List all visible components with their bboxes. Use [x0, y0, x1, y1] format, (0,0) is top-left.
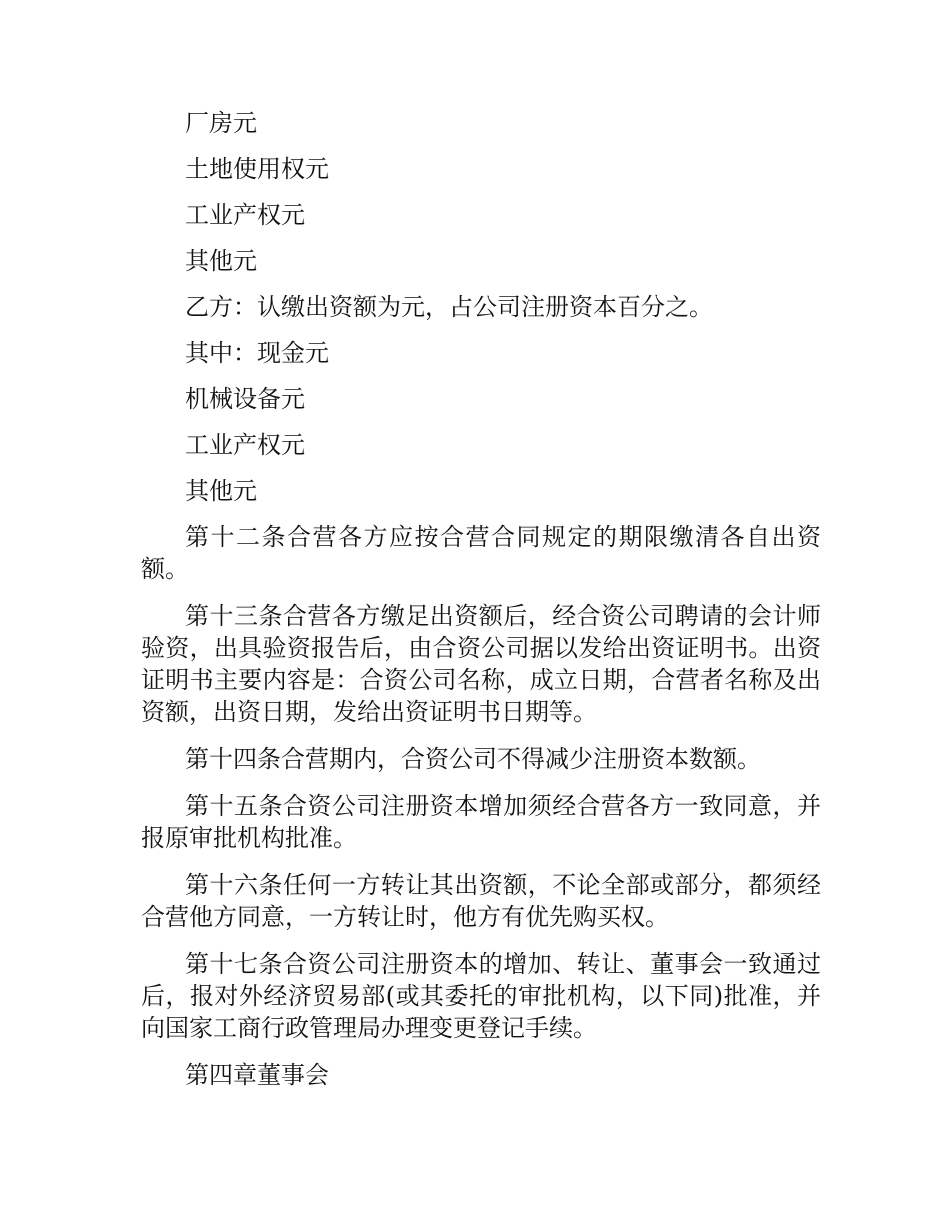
paragraph-machinery: 机械设备元 [185, 385, 305, 413]
article-12: 第十二条合营各方应按合营合同规定的期限缴清各自出资额。 [141, 523, 821, 583]
paragraph-industrial-property-right-b: 工业产权元 [185, 431, 305, 459]
article-16: 第十六条任何一方转让其出资额，不论全部或部分，都须经合营他方同意，一方转让时，他方有优先购买权。 [141, 871, 821, 931]
document-body [141, 107, 821, 1091]
paragraph-party-b-contribution: 乙方：认缴出资额为元，占公司注册资本百分之。 [185, 293, 713, 321]
paragraph-land-use-right: 土地使用权元 [185, 155, 329, 183]
article-13: 第十三条合营各方缴足出资额后，经合资公司聘请的会计师验资，出具验资报告后，由合资公司据以发给出资证明书。出资证明书主要内容是：合资公司名称，成立日期，合营者名称及出资额，出资日期，发给出资证明书日期等。 [141, 602, 821, 726]
paragraph-cash: 其中：现金元 [185, 339, 329, 367]
paragraph-industrial-property-right-a: 工业产权元 [185, 201, 305, 229]
paragraph-other-b: 其他元 [185, 477, 257, 505]
article-15: 第十五条合资公司注册资本增加须经合营各方一致同意，并报原审批机构批准。 [141, 792, 821, 852]
article-14: 第十四条合营期内，合资公司不得减少注册资本数额。 [185, 745, 761, 773]
chapter-4-heading: 第四章董事会 [185, 1061, 329, 1089]
paragraph-workshop: 厂房元 [185, 109, 257, 137]
paragraph-other-a: 其他元 [185, 247, 257, 275]
article-17: 第十七条合资公司注册资本的增加、转让、董事会一致通过后，报对外经济贸易部(或其委托的审批机构，以下同)批准，并向国家工商行政管理局办理变更登记手续。 [141, 950, 821, 1042]
